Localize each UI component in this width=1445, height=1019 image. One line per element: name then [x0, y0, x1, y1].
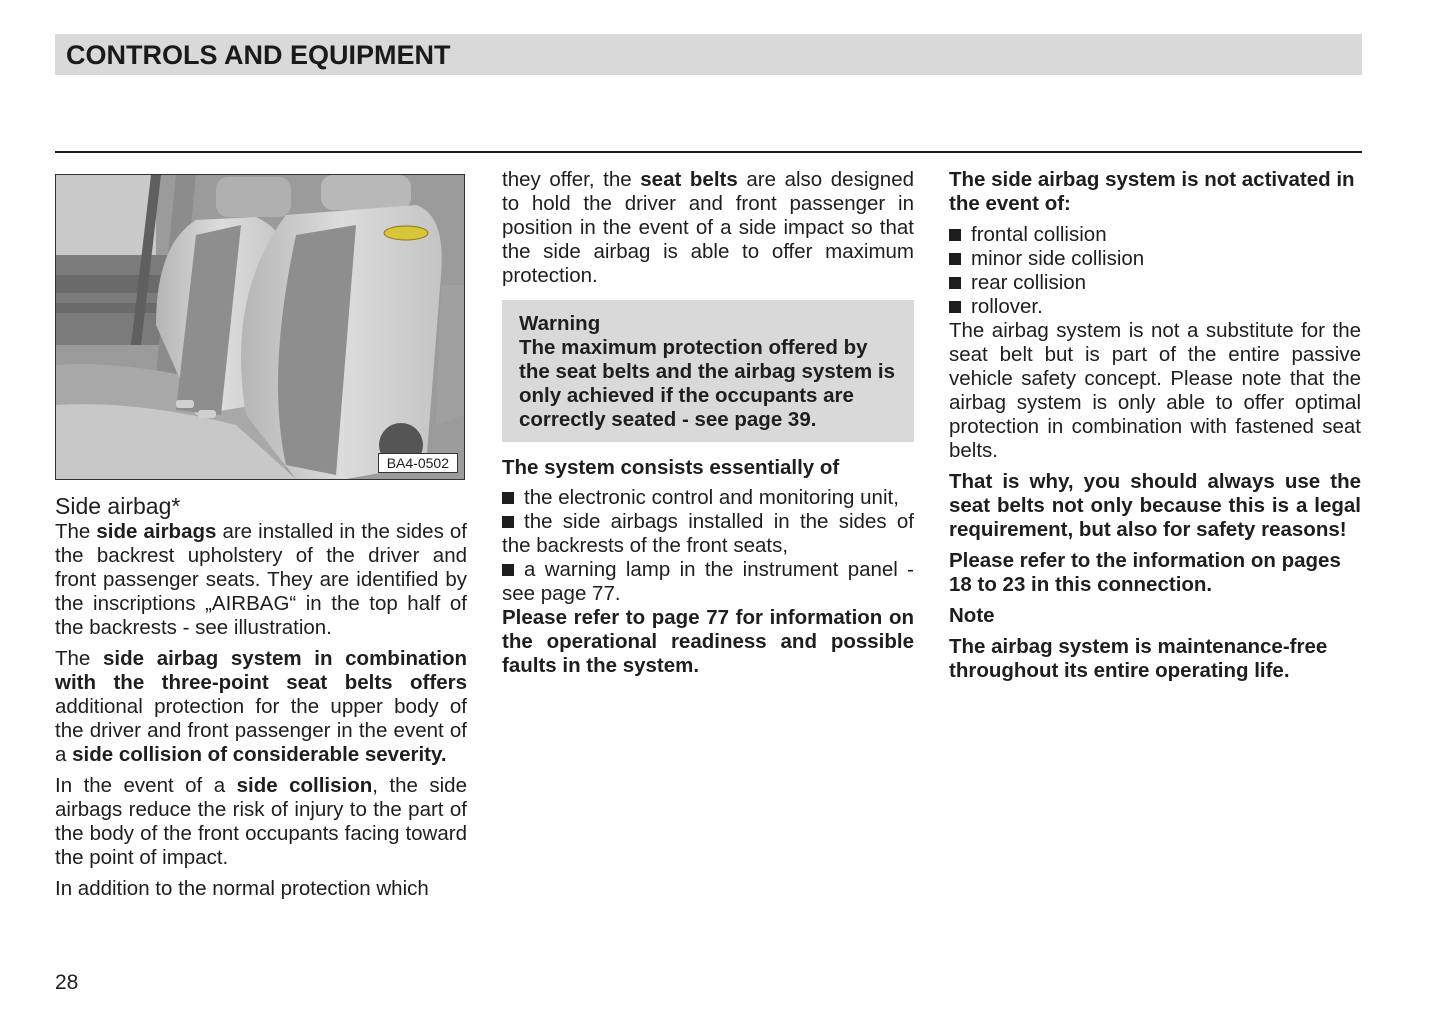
bullet-square-icon: [949, 277, 961, 289]
page-number: 28: [55, 971, 79, 994]
list-item: frontal collision: [949, 223, 1361, 247]
section-title: Side airbag*: [55, 493, 181, 519]
bullet-square-icon: [949, 229, 961, 241]
refer-text: Please refer to page 77 for information on the operational readiness and possible faults in the system.: [502, 606, 914, 677]
chapter-header-bar: [55, 34, 1362, 75]
system-components-list: [502, 486, 914, 606]
list-item: rollover.: [949, 295, 1361, 319]
not-activated-list: [949, 223, 1361, 319]
bullet-square-icon: [949, 253, 961, 265]
bullet-square-icon: [502, 492, 514, 504]
system-heading: The system consists essentially of: [502, 456, 840, 479]
paragraph: The side airbags are installed in the sides of the backrest upholstery of the driver and front passenger seats. They are identified by the inscriptions „AIRBAG“ in the top half of the backrests - see illustration.: [55, 520, 467, 639]
paragraph: That is why, you should always use the seat belts not only because this is a legal requirement, but also for safety reasons!: [949, 470, 1361, 541]
note-text: The airbag system is maintenance-free throughout its entire operating life.: [949, 635, 1328, 682]
figure-label: BA4-0502: [378, 453, 458, 473]
paragraph: In addition to the normal protection which: [55, 877, 429, 900]
list-item: the electronic control and monitoring unit,: [502, 486, 914, 510]
warning-title: Warning: [519, 312, 601, 335]
bullet-square-icon: [502, 564, 514, 576]
list-item: minor side collision: [949, 247, 1361, 271]
paragraph: Please refer to the information on pages 18 to 23 in this connection.: [949, 549, 1341, 596]
paragraph: In the event of a side collision, the side airbags reduce the risk of injury to the part of the body of the front occupants facing toward the point of impact.: [55, 774, 467, 869]
bullet-square-icon: [502, 516, 514, 528]
not-activated-heading: The side airbag system is not activated in the event of:: [949, 168, 1355, 215]
list-item: rear collision: [949, 271, 1361, 295]
seat-illustration-icon: [56, 175, 464, 479]
warning-text: The maximum protection offered by the seat belts and the airbag system is only achieved if the occupants are correctly seated - see page 39.: [519, 336, 895, 431]
paragraph: The airbag system is not a substitute for the seat belt but is part of the entire passive vehicle safety concept. Please note that the airbag system is only able to offer optimal protection in combination with fastened seat belts.: [949, 319, 1361, 462]
paragraph: The side airbag system in combination with the three-point seat belts offers additional protection for the upper body of the driver and front passenger in the event of a side collision of considerable severity.: [55, 647, 467, 766]
note-title: Note: [949, 604, 995, 627]
list-item: the side airbags installed in the sides of the backrests of the front seats,: [502, 510, 914, 557]
column-3: [949, 168, 1361, 683]
column-2: [502, 168, 914, 678]
bullet-square-icon: [949, 301, 961, 313]
chapter-title: CONTROLS AND EQUIPMENT: [66, 40, 451, 70]
paragraph: they offer, the seat belts are also designed to hold the driver and front passenger in position in the event of a side impact so that the side airbag is able to offer maximum protection.: [502, 168, 914, 287]
column-1: [55, 168, 467, 901]
seat-airbag-illustration: [55, 174, 465, 480]
horizontal-rule: [55, 151, 1362, 153]
warning-box: [502, 300, 914, 442]
list-item: a warning lamp in the instrument panel - see page 77.: [502, 558, 914, 605]
